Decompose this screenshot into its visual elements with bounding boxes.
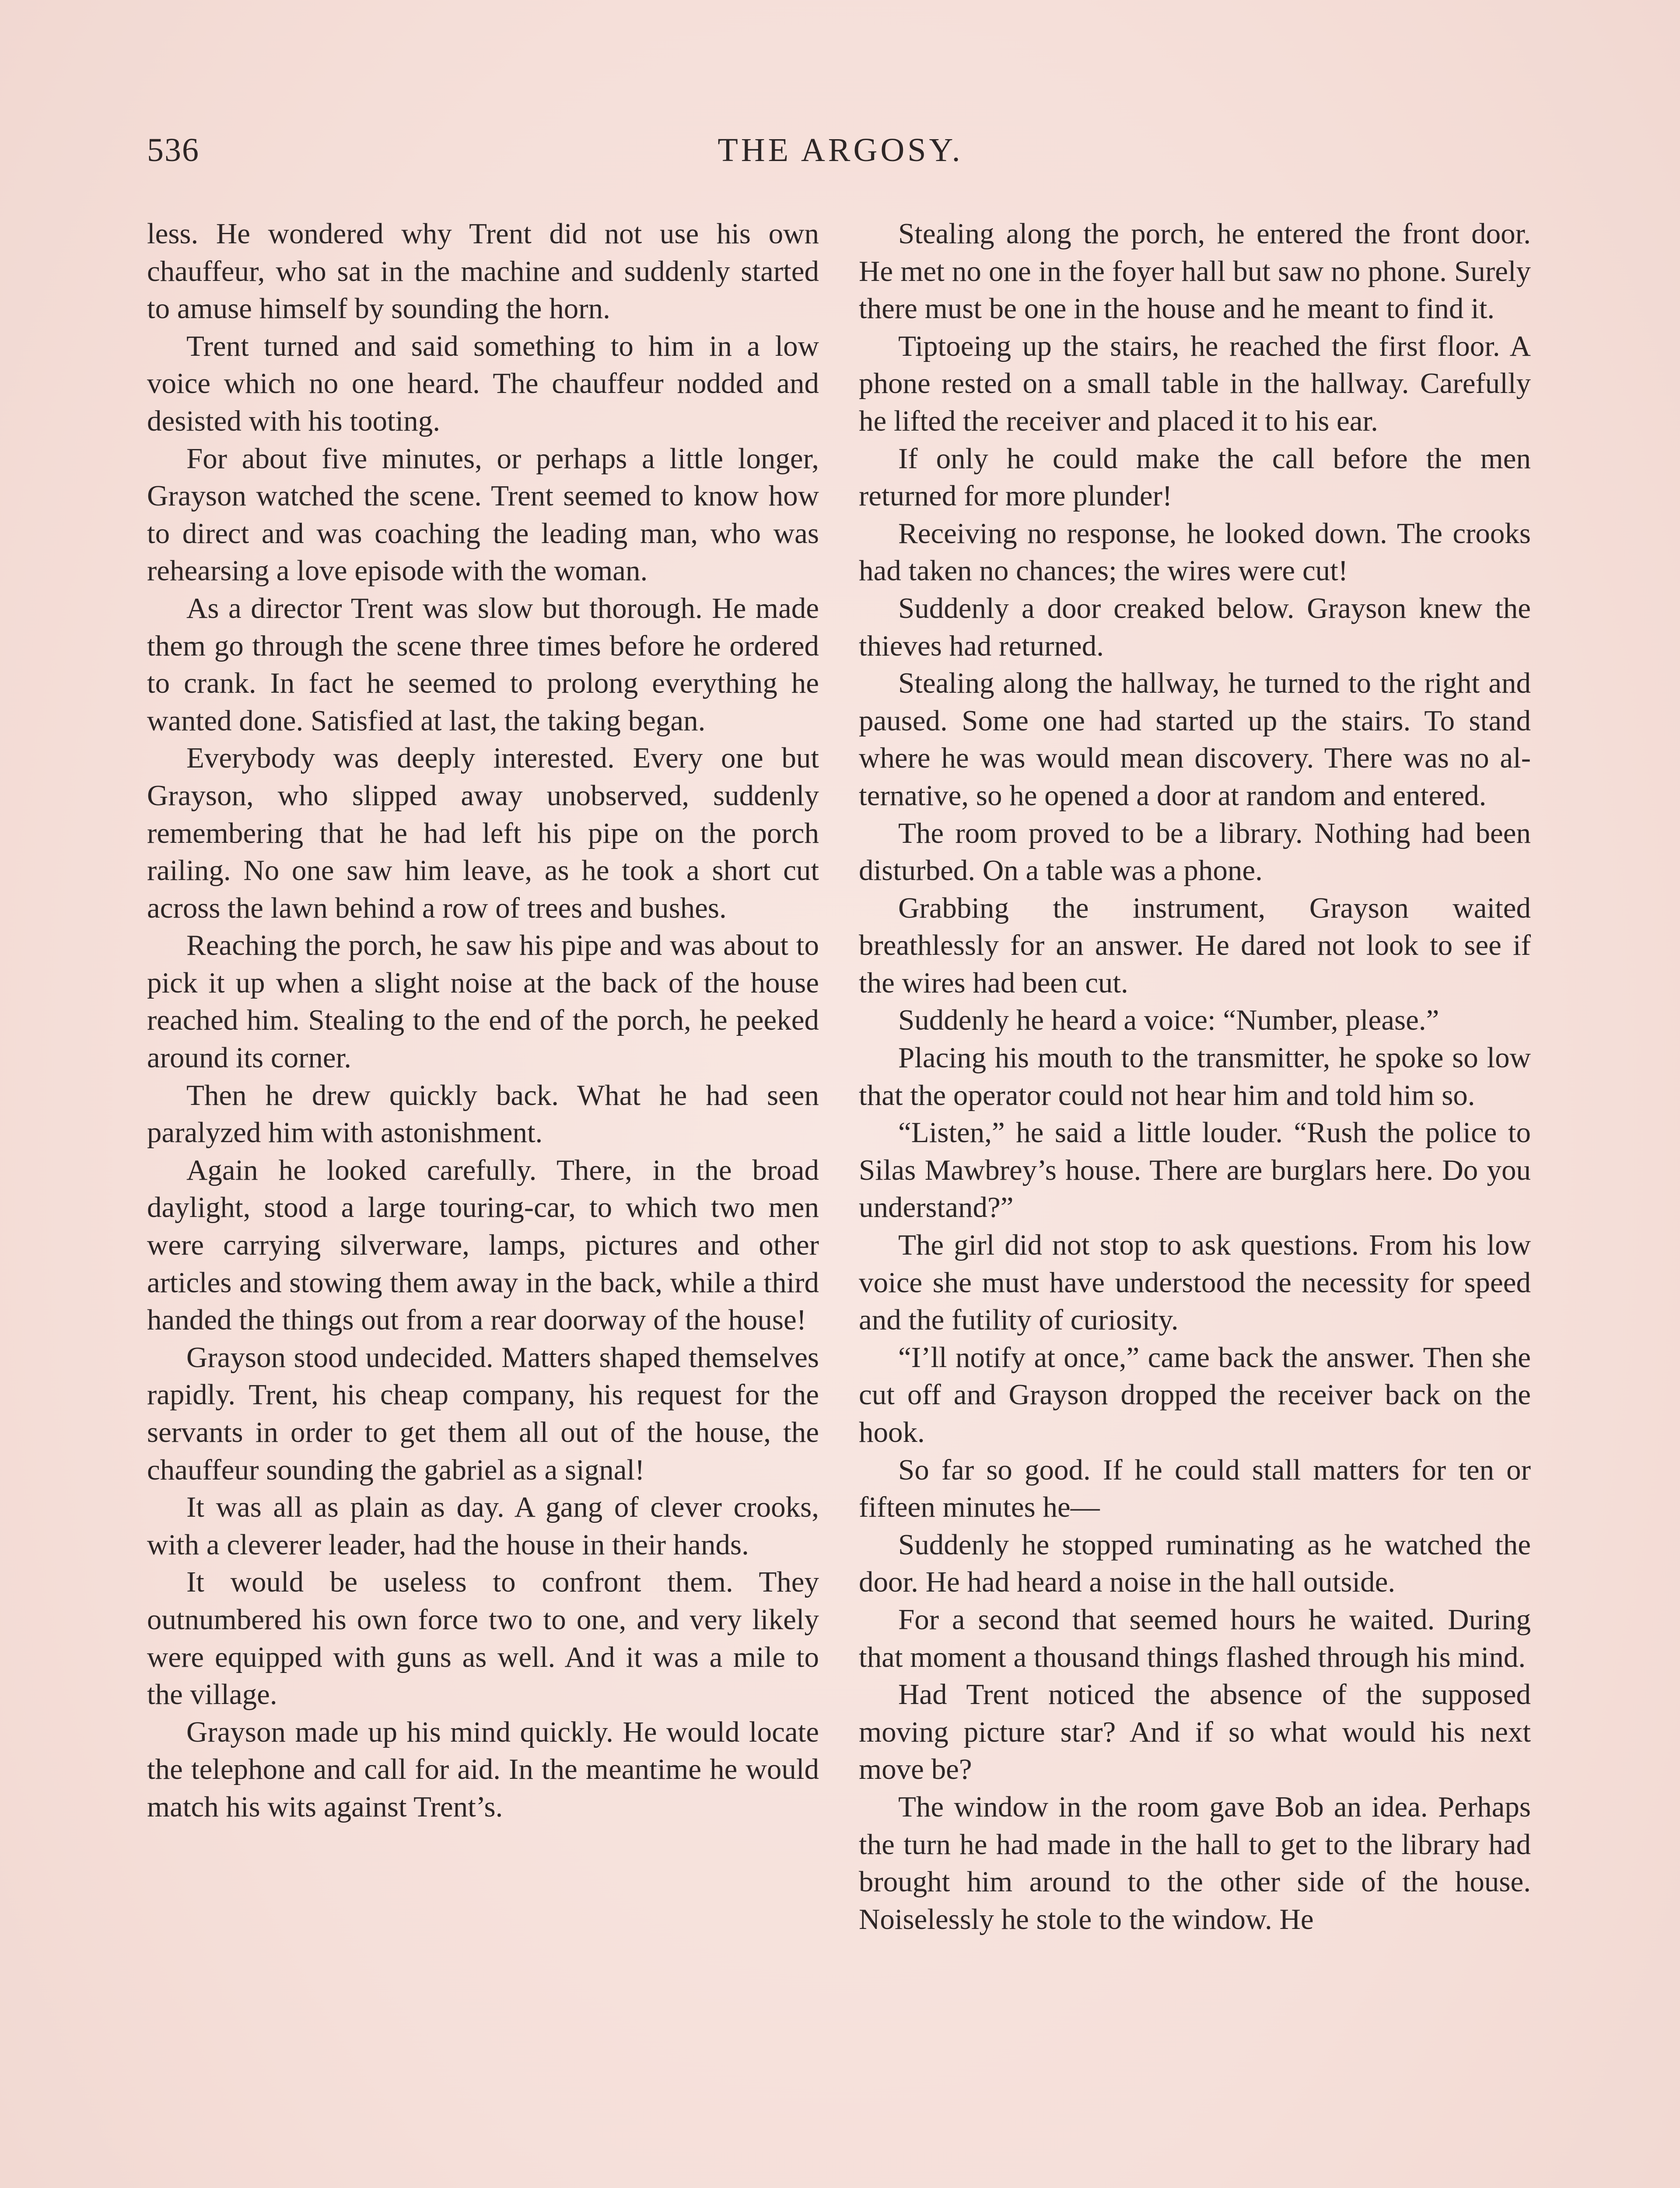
right-text-column [859, 215, 1531, 1938]
left-text-column [147, 215, 819, 1826]
paragraph: Then he drew quickly back. What he had seen paralyzed him with astonishment. [147, 1079, 819, 1149]
paragraph: Grabbing the instrument, Grayson waited breathlessly for an answer. He dared not look to see if the wires had been cut. [859, 891, 1531, 999]
paragraph: Reaching the porch, he saw his pipe and was about to pick it up when a slight noise at the back of the house reached him. Stealing to the end of the porch, he peeked around its corner. [147, 929, 819, 1074]
paragraph: Again he looked carefully. There, in the broad daylight, stood a large touring-car, to which two men were carrying silverware, lamps, pictures and other articles and stowing them away in the back, while a third handed the things out from a rear doorway of the house! [147, 1154, 819, 1336]
paragraph: Trent turned and said something to him in a low voice which no one heard. The chauffeur nodded and desisted with his tooting. [147, 330, 819, 437]
paragraph: It was all as plain as day. A gang of clever crooks, with a cleverer leader, had the house in their hands. [147, 1491, 819, 1561]
paragraph: “I’ll notify at once,” came back the answer. Then she cut off and Grayson dropped the receiver back on the hook. [859, 1341, 1531, 1448]
paragraph: less. He wondered why Trent did not use his own chauffeur, who sat in the machine and suddenly started to amuse himself by sounding the horn. [147, 217, 819, 325]
paragraph: The room proved to be a library. Nothing had been disturbed. On a table was a phone. [859, 817, 1531, 887]
paragraph: Grayson stood undecided. Matters shaped themselves rapidly. Trent, his cheap company, his request for the servants in order to get them all out of the house, the chauffeur sounding the gabriel as a signal! [147, 1341, 819, 1486]
paragraph: Had Trent noticed the absence of the supposed moving picture star? And if so what would his next move be? [859, 1678, 1531, 1786]
page-header [147, 131, 1534, 184]
paragraph: “Listen,” he said a little louder. “Rush the police to Silas Mawbrey’s house. There are burglars here. Do you understand?” [859, 1116, 1531, 1224]
paragraph: Suddenly he heard a voice: “Number, please.” [898, 1004, 1439, 1037]
paragraph: Suddenly a door creaked below. Grayson knew the thieves had returned. [859, 592, 1531, 662]
paragraph: Grayson made up his mind quickly. He would locate the telephone and call for aid. In the meantime he would match his wits against Trent’s. [147, 1715, 819, 1823]
paragraph: So far so good. If he could stall matters for ten or fifteen minutes he— [859, 1453, 1531, 1524]
paragraph: Tiptoeing up the stairs, he reached the first floor. A phone rested on a small table in the hallway. Carefully he lifted the receiver and placed it to his ear. [859, 330, 1531, 437]
paragraph: As a director Trent was slow but thorough. He made them go through the scene three times before he ordered to crank. In fact he seemed to prolong everything he wanted done. Satisfied at last, the taking began. [147, 592, 819, 737]
paragraph: Everybody was deeply interested. Every one but Grayson, who slipped away unobserved, suddenly remembering that he had left his pipe on the porch railing. No one saw him leave, as he took a short cut across the lawn behind a row of trees and bushes. [147, 742, 819, 924]
page-number: 536 [147, 132, 200, 168]
paragraph: If only he could make the call before the men returned for more plunder! [859, 442, 1531, 512]
paragraph: For about five minutes, or perhaps a little longer, Grayson watched the scene. Trent seemed to know how to direct and was coaching the leading man, who was rehearsing a love episode with the woman. [147, 442, 819, 587]
paragraph: The girl did not stop to ask questions. From his low voice she must have understood the necessity for speed and the futility of curiosity. [859, 1229, 1531, 1336]
magazine-title: THE ARGOSY. [718, 132, 963, 168]
paragraph: It would be useless to confront them. They outnumbered his own force two to one, and very likely were equipped with guns as well. And it was a mile to the village. [147, 1566, 819, 1711]
paragraph: The window in the room gave Bob an idea. Perhaps the turn he had made in the hall to get to the library had brought him around to the other side of the house. Noiselessly he stole to the window. He [859, 1790, 1531, 1936]
paragraph: Placing his mouth to the transmitter, he spoke so low that the operator could not hear him and told him so. [859, 1041, 1531, 1112]
paragraph: Stealing along the porch, he entered the front door. He met no one in the foyer hall but saw no phone. Surely there must be one in the house and he meant to find it. [859, 217, 1531, 325]
paragraph: Suddenly he stopped ruminating as he watched the door. He had heard a noise in the hall outside. [859, 1528, 1531, 1599]
paragraph: For a second that seemed hours he waited. During that moment a thousand things flashed through his mind. [859, 1603, 1531, 1673]
paragraph: Stealing along the hallway, he turned to the right and paused. Some one had started up the stairs. To stand where he was would mean discovery. There was no alternative, so he opened a door at random and entered. [859, 667, 1531, 812]
paragraph: Receiving no response, he looked down. The crooks had taken no chances; the wires were cut! [859, 517, 1531, 587]
